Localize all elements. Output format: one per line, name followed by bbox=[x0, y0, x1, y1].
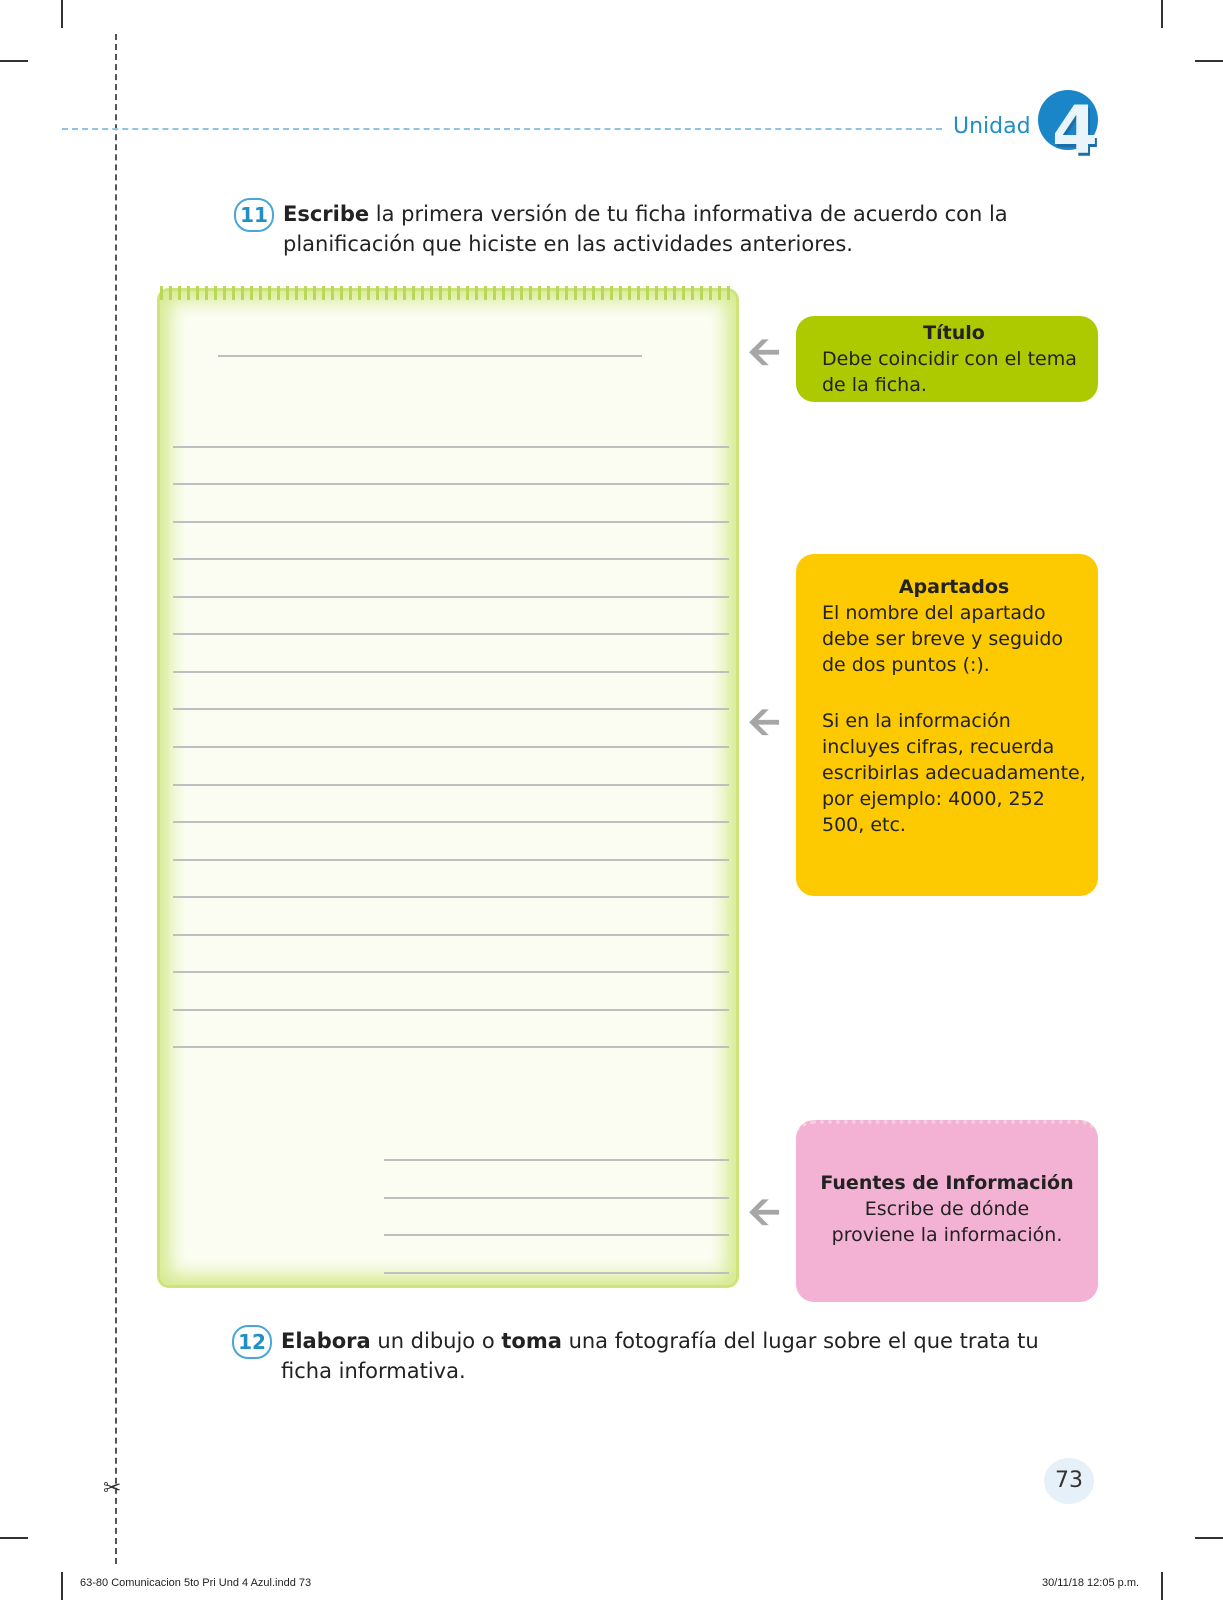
apartados-box-title: Apartados bbox=[898, 576, 1010, 598]
unit-number: 4 bbox=[1052, 92, 1098, 169]
header-dashed-line bbox=[62, 128, 942, 130]
body-line[interactable] bbox=[173, 671, 729, 673]
titulo-box-text: Debe coincidir con el tema de la ficha. bbox=[822, 348, 1077, 396]
crop-mark bbox=[1195, 1537, 1223, 1539]
source-line[interactable] bbox=[384, 1234, 729, 1236]
footer-file: 63-80 Comunicacion 5to Pri Und 4 Azul.indd 73 bbox=[80, 1577, 312, 1589]
writing-panel bbox=[157, 288, 739, 1288]
body-line[interactable] bbox=[173, 596, 729, 598]
activity-12-verb2: toma bbox=[501, 1329, 562, 1353]
title-line[interactable] bbox=[218, 355, 642, 357]
body-line[interactable] bbox=[173, 633, 729, 635]
body-line[interactable] bbox=[173, 521, 729, 523]
body-line[interactable] bbox=[173, 971, 729, 973]
body-line[interactable] bbox=[173, 1046, 729, 1048]
notebook-spiral bbox=[160, 286, 734, 300]
body-line[interactable] bbox=[173, 859, 729, 861]
crop-mark bbox=[61, 1572, 63, 1600]
scissors-icon: ✂ bbox=[103, 1476, 122, 1501]
body-line[interactable] bbox=[173, 821, 729, 823]
titulo-box bbox=[796, 316, 1098, 402]
activity-11-instruction: la primera versión de tu ficha informativa de acuerdo con la planificación que hiciste en las actividades anteriores. bbox=[283, 202, 1008, 256]
body-line[interactable] bbox=[173, 483, 729, 485]
fuentes-box bbox=[796, 1120, 1098, 1302]
body-line[interactable] bbox=[173, 708, 729, 710]
crop-mark bbox=[1161, 1572, 1163, 1600]
fuentes-box-text: Escribe de dónde proviene la información. bbox=[831, 1198, 1063, 1246]
crop-mark bbox=[61, 0, 63, 28]
footer-date: 30/11/18 12:05 p.m. bbox=[1042, 1577, 1140, 1589]
unit-label: Unidad bbox=[953, 114, 1031, 139]
apartados-box-text1: El nombre del apartado debe ser breve y seguido de dos puntos (:). bbox=[822, 602, 1064, 676]
apartados-box bbox=[796, 554, 1098, 896]
body-line[interactable] bbox=[173, 784, 729, 786]
arrow-left-icon: 🡨 bbox=[748, 699, 781, 745]
activity-12-text-part1: un dibujo o bbox=[370, 1329, 502, 1353]
activity-12-text bbox=[281, 1326, 1081, 1386]
source-line[interactable] bbox=[384, 1197, 729, 1199]
body-line[interactable] bbox=[173, 558, 729, 560]
activity-number: 11 bbox=[234, 198, 274, 232]
crop-mark bbox=[1195, 60, 1223, 62]
body-line[interactable] bbox=[173, 746, 729, 748]
activity-number: 12 bbox=[232, 1325, 272, 1359]
crop-mark bbox=[1161, 0, 1163, 28]
activity-11-text bbox=[283, 199, 1043, 259]
activity-11-verb: Escribe bbox=[283, 202, 370, 226]
source-line[interactable] bbox=[384, 1272, 729, 1274]
apartados-box-text2: Si en la información incluyes cifras, recuerda escribirlas adecuadamente, por ejemplo: 4000, 252 500, etc. bbox=[822, 710, 1086, 836]
body-line[interactable] bbox=[173, 1009, 729, 1011]
body-line[interactable] bbox=[173, 446, 729, 448]
cut-line bbox=[115, 34, 117, 1564]
titulo-box-title: Título bbox=[923, 322, 985, 344]
body-line[interactable] bbox=[173, 934, 729, 936]
arrow-left-icon: 🡨 bbox=[748, 329, 781, 375]
crop-mark bbox=[0, 1537, 28, 1539]
page-number: 73 bbox=[1044, 1458, 1094, 1504]
crop-mark bbox=[0, 60, 28, 62]
body-line[interactable] bbox=[173, 896, 729, 898]
activity-12-text-part2: una fotografía del lugar sobre el que trata tu ficha informativa. bbox=[281, 1329, 1039, 1383]
arrow-left-icon: 🡨 bbox=[748, 1189, 781, 1235]
source-line[interactable] bbox=[384, 1159, 729, 1161]
fuentes-box-title: Fuentes de Información bbox=[820, 1172, 1074, 1194]
activity-12-verb: Elabora bbox=[281, 1329, 371, 1353]
